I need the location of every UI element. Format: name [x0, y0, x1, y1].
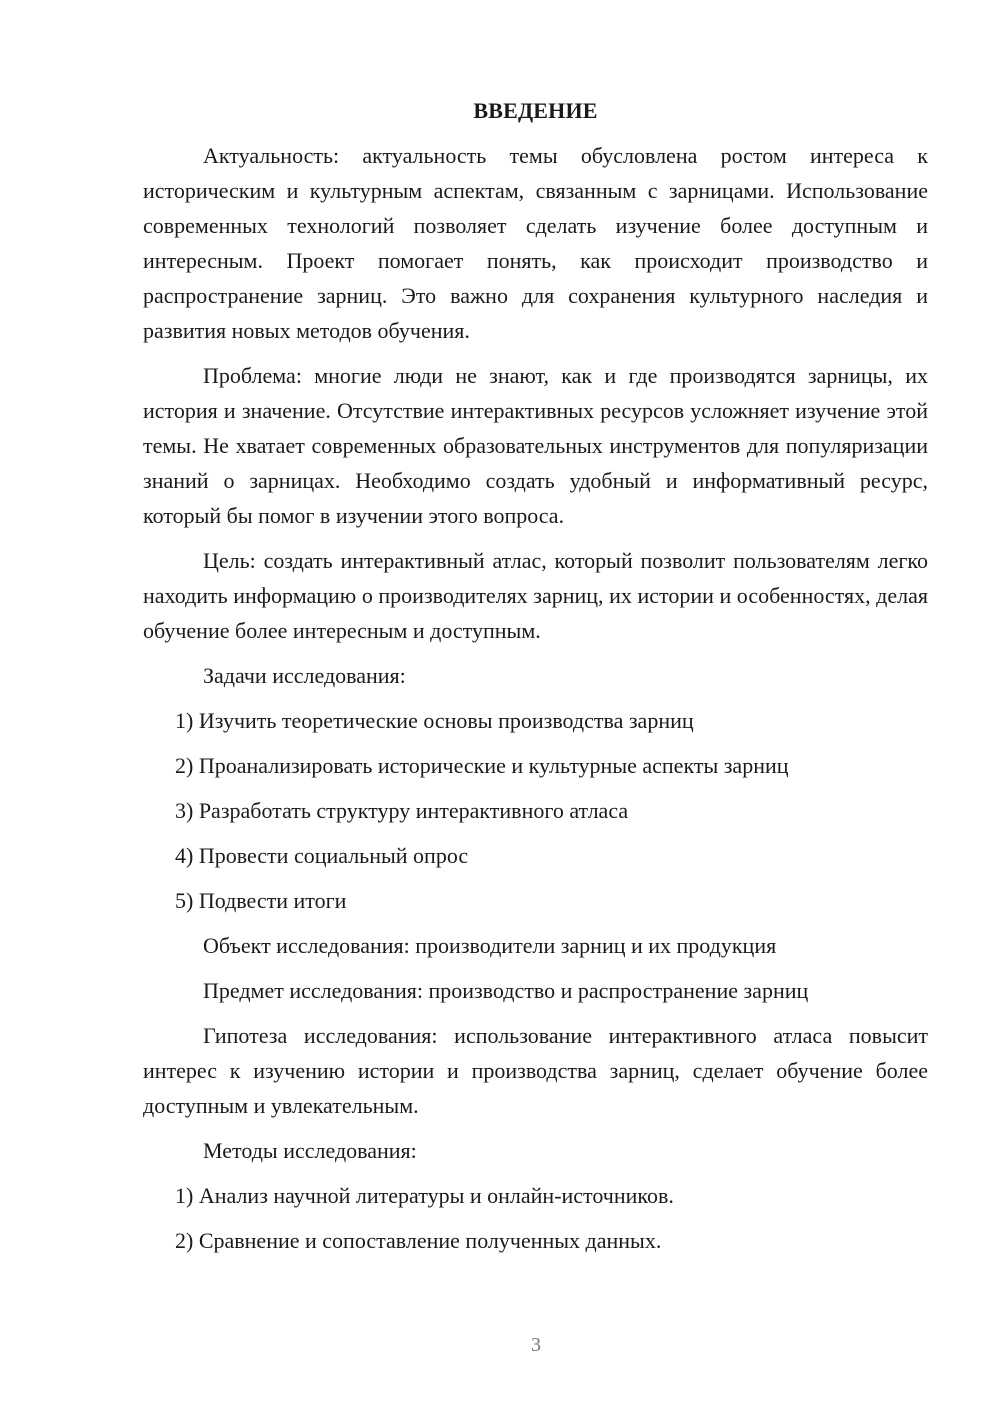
- methods-heading: Методы исследования:: [203, 1138, 417, 1163]
- tasks-heading: Задачи исследования:: [203, 663, 406, 688]
- hypothesis-paragraph: Гипотеза исследования: использование интерактивного атласа повысит интерес к изучению истории и производства зарниц, сделает обучение более доступным и увлекательным.: [143, 1023, 928, 1118]
- problem-paragraph: Проблема: многие люди не знают, как и где производятся зарницы, их история и значение. Отсутствие интерактивных ресурсов усложняет изучение этой темы. Не хватает современных образовательных инструментов для популяризации знаний о зарницах. Необходимо создать удобный и информативный ресурс, который бы помог в изучении этого вопроса.: [143, 363, 928, 528]
- list-item: 4) Провести социальный опрос: [175, 843, 469, 868]
- list-item: 1) Изучить теоретические основы производства зарниц: [175, 708, 694, 733]
- object-line: Объект исследования: производители зарниц и их продукция: [203, 933, 777, 958]
- tasks-list: [143, 703, 928, 918]
- methods-list: [143, 1178, 928, 1258]
- document-page: [143, 96, 928, 1268]
- list-item: 3) Разработать структуру интерактивного атласа: [175, 798, 629, 823]
- list-item: 1) Анализ научной литературы и онлайн-источников.: [175, 1183, 674, 1208]
- subject-line: Предмет исследования: производство и распространение зарниц: [203, 978, 809, 1003]
- goal-paragraph: Цель: создать интерактивный атлас, который позволит пользователям легко находить информацию о производителях зарниц, их истории и особенностях, делая обучение более интересным и доступным.: [143, 548, 928, 643]
- list-item: 5) Подвести итоги: [175, 888, 347, 913]
- list-item: 2) Сравнение и сопоставление полученных данных.: [175, 1228, 662, 1253]
- section-title: ВВЕДЕНИЕ: [473, 98, 598, 123]
- page-number: 3: [531, 1334, 541, 1356]
- relevance-paragraph: Актуальность: актуальность темы обусловлена ростом интереса к историческим и культурным аспектам, связанным с зарницами. Использование современных технологий позволяет сделать изучение более доступным и интересным. Проект помогает понять, как происходит производство и распространение зарниц. Это важно для сохранения культурного наследия и развития новых методов обучения.: [143, 143, 928, 343]
- list-item: 2) Проанализировать исторические и культурные аспекты зарниц: [175, 753, 789, 778]
